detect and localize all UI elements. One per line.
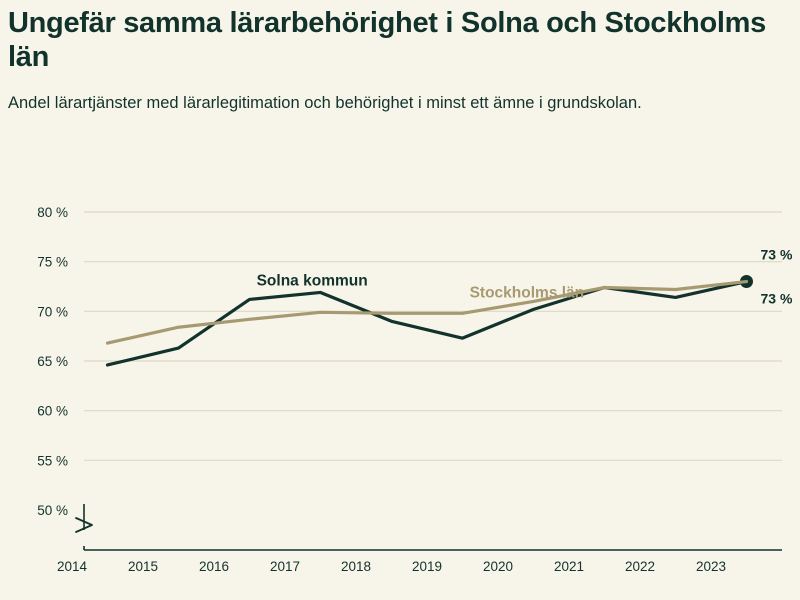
x-tick-label: 2017 xyxy=(269,559,301,574)
series-label-0: Solna kommun xyxy=(256,272,368,290)
end-label-solna-kommun: 73 % xyxy=(760,290,793,307)
x-tick-label: 2015 xyxy=(127,559,159,574)
end-value-labels xyxy=(761,247,793,307)
y-tick-label: 60 % xyxy=(37,403,68,419)
y-tick-label: 70 % xyxy=(37,304,68,320)
page-subtitle: Andel lärartjänster med lärarlegitimation och behörighet i minst ett ämne i grundskolan. xyxy=(8,94,642,112)
chart-svg xyxy=(0,180,800,600)
y-axis-tick-labels xyxy=(37,205,68,518)
series-label-1: Stockholms län xyxy=(469,284,585,302)
page-title: Ungefär samma lärarbehörighet i Solna och Stockholms län xyxy=(8,7,766,74)
x-tick-label: 2022 xyxy=(624,559,656,574)
x-tick-label: 2018 xyxy=(340,559,372,574)
series-labels xyxy=(257,273,585,302)
x-axis xyxy=(76,504,782,550)
end-label-stockholms-lan: 73 % xyxy=(760,246,793,263)
y-tick-label: 75 % xyxy=(37,254,68,270)
x-tick-label: 2023 xyxy=(695,559,727,574)
x-tick-label: 2014 xyxy=(56,559,88,574)
gridlines xyxy=(84,212,782,460)
x-axis-tick-labels xyxy=(57,559,726,574)
line-chart xyxy=(0,180,800,600)
y-tick-label: 55 % xyxy=(37,453,68,469)
x-tick-label: 2020 xyxy=(482,559,514,574)
y-tick-label: 65 % xyxy=(37,354,68,369)
x-tick-label: 2021 xyxy=(553,559,585,574)
series-line-1 xyxy=(108,282,747,344)
x-tick-label: 2016 xyxy=(198,559,230,574)
y-tick-label: 50 % xyxy=(37,503,68,518)
y-tick-label: 80 % xyxy=(37,205,68,220)
series-lines xyxy=(108,272,754,365)
x-tick-label: 2019 xyxy=(411,559,443,574)
